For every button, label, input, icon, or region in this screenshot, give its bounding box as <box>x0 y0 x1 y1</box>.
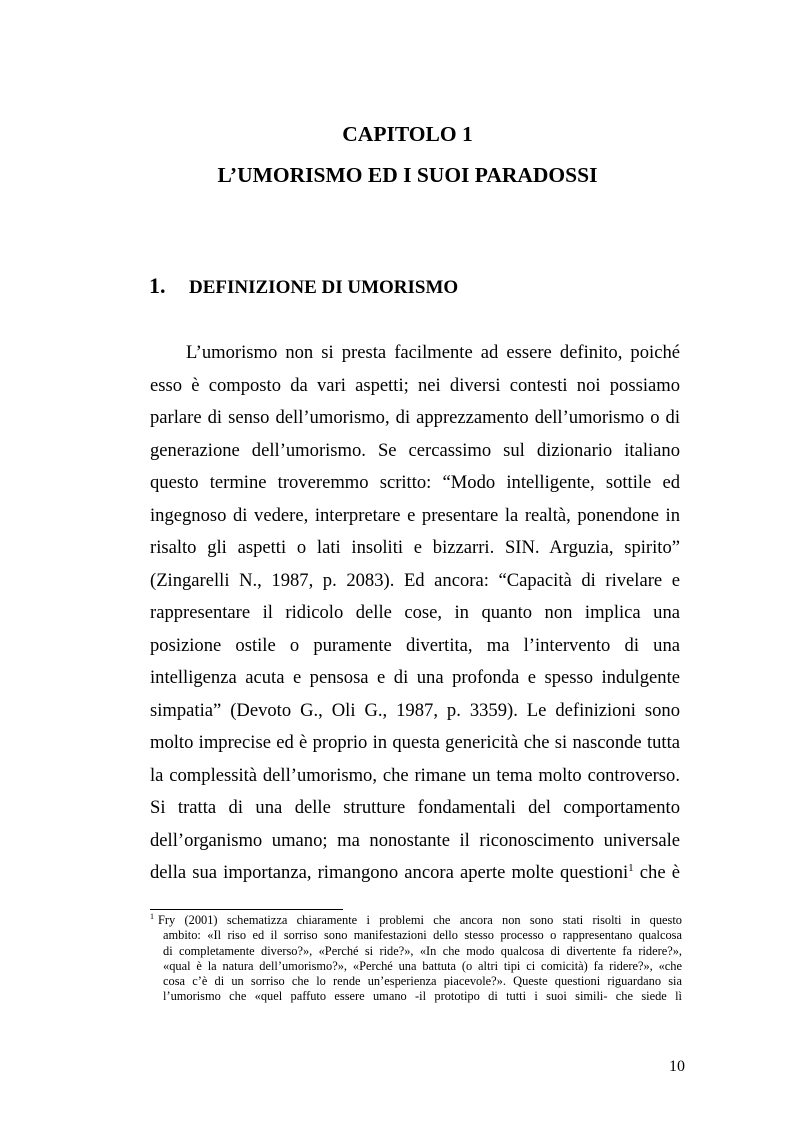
footnote <box>150 913 682 1005</box>
chapter-heading <box>0 114 793 196</box>
body-line: L’umorismo non si presta facilmente ad essere definito, poiché <box>186 342 680 363</box>
body-line: risalto gli aspetti o lati insoliti e bizzarri. SIN. Arguzia, spirito” <box>150 537 680 558</box>
body-line: molto imprecise ed è proprio in questa genericità che si nasconde tutta <box>150 732 680 753</box>
body-line: rappresentare il ridicolo delle cose, in quanto non implica una <box>150 602 680 623</box>
body-line: la complessità dell’umorismo, che rimane un tema molto controverso. <box>150 764 680 786</box>
chapter-label: CAPITOLO 1 <box>342 122 473 146</box>
footnote-line: cosa c’è di un sorriso che lo rende un’esperienza piacevole?». Queste questioni riguardano sia <box>163 974 682 989</box>
body-line: posizione ostile o puramente divertita, ma l’intervento di una <box>150 634 680 656</box>
footnote-line <box>150 913 682 928</box>
chapter-title: L’UMORISMO ED I SUOI PARADOSSI <box>217 163 598 187</box>
body-line: (Zingarelli N., 1987, p. 2083). Ed ancora: “Capacità di rivelare e <box>150 569 680 591</box>
section-title: DEFINIZIONE DI UMORISMO <box>189 277 459 298</box>
body-line: ingegnoso di vedere, interpretare e presentare la realtà, ponendone in <box>150 504 680 526</box>
body-line: Si tratta di una delle strutture fondamentali del comportamento <box>150 797 680 818</box>
body-line: intelligenza acuta e pensosa e di una profonda e spesso indulgente <box>150 667 680 688</box>
footnote-line: ambito: «Il riso ed il sorriso sono manifestazioni dello stesso processo o rappresentano qualcosa <box>163 928 682 943</box>
footnote-line: di completamente diverso?», «Perché si ride?», «In che modo qualcosa di divertente fa ridere?», <box>163 943 682 958</box>
body-line: esso è composto da vari aspetti; nei diversi contesti noi possiamo <box>150 374 680 396</box>
body-line: generazione dell’umorismo. Se cercassimo sul dizionario italiano <box>150 439 680 461</box>
footnote-separator <box>150 909 343 910</box>
body-paragraph <box>150 337 680 890</box>
body-line: questo termine troveremmo scritto: “Modo intelligente, sottile ed <box>150 472 680 493</box>
section-heading <box>149 272 458 302</box>
body-line-text-end: che è <box>633 862 680 883</box>
body-line-last <box>150 857 680 890</box>
footnote-reference[interactable]: 1 <box>628 861 634 874</box>
body-line: parlare di senso dell’umorismo, di apprezzamento dell’umorismo o di <box>150 407 680 428</box>
section-number: 1. <box>149 273 166 298</box>
footnote-mark: 1 <box>150 911 154 921</box>
body-line: dell’organismo umano; ma nonostante il riconoscimento universale <box>150 829 680 851</box>
footnote-line: «qual è la natura dell’umorismo?», «Perché una battuta (o altri tipi ci comicità) fa ridere?», «che <box>163 958 682 973</box>
page-number: 10 <box>669 1058 685 1075</box>
body-line: simpatia” (Devoto G., Oli G., 1987, p. 3359). Le definizioni sono <box>150 699 680 721</box>
body-line-text: della sua importanza, rimangono ancora aperte molte questioni <box>150 862 629 883</box>
footnote-line: l’umorismo che «quel paffuto essere umano -il prototipo di tutti i suoi simili- che siede lì <box>163 989 682 1004</box>
footnote-line-text: Fry (2001) schematizza chiaramente i problemi che ancora non sono stati risolti in questo <box>158 913 682 927</box>
